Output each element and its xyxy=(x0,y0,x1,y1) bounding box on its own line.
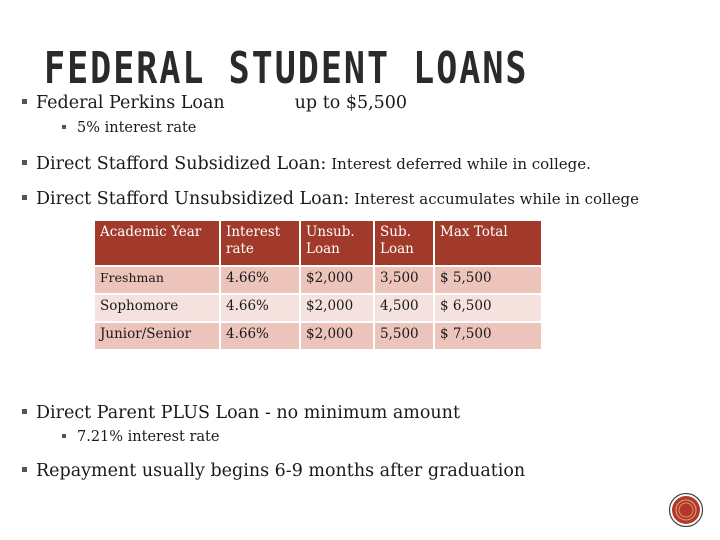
table-header-row xyxy=(95,221,542,266)
cell-unsub: $2,000 xyxy=(300,322,374,350)
bullet-marker xyxy=(62,125,66,129)
header-academic-year: Academic Year xyxy=(95,221,220,266)
bullet-perkins-rate xyxy=(62,120,196,136)
cell-unsub: $2,000 xyxy=(300,266,374,294)
cell-rate: 4.66% xyxy=(220,322,300,350)
bullet-plus xyxy=(22,403,460,423)
unsubsidized-label: Direct Stafford Unsubsidized Loan: xyxy=(36,189,350,209)
loan-table xyxy=(95,221,543,351)
subsidized-label: Direct Stafford Subsidized Loan: xyxy=(36,154,327,174)
circle-logo-icon xyxy=(668,492,704,528)
plus-rate: 7.21% interest rate xyxy=(77,429,220,445)
cell-max: $ 6,500 xyxy=(434,294,542,322)
header-max-total: Max Total xyxy=(434,221,542,266)
perkins-amount: up to $5,500 xyxy=(294,93,408,113)
bullet-marker xyxy=(22,409,27,414)
bullet-repayment xyxy=(22,461,525,481)
cell-year: Sophomore xyxy=(95,294,220,322)
cell-unsub: $2,000 xyxy=(300,294,374,322)
cell-sub: 3,500 xyxy=(374,266,434,294)
cell-sub: 4,500 xyxy=(374,294,434,322)
bullet-marker xyxy=(22,195,27,200)
header-sub-loan: Sub. Loan xyxy=(374,221,434,266)
cell-rate: 4.66% xyxy=(220,266,300,294)
cell-max: $ 5,500 xyxy=(434,266,542,294)
cell-rate: 4.66% xyxy=(220,294,300,322)
unsubsidized-detail: Interest accumulates while in college xyxy=(354,190,640,208)
cell-year: Junior/Senior xyxy=(95,322,220,350)
header-interest-rate: Interest rate xyxy=(220,221,300,266)
subsidized-detail: Interest deferred while in college. xyxy=(331,155,591,173)
cell-sub: 5,500 xyxy=(374,322,434,350)
bullet-subsidized xyxy=(22,154,591,174)
bullet-plus-rate xyxy=(62,429,219,445)
bullet-marker xyxy=(22,99,27,104)
table-row xyxy=(95,322,542,350)
perkins-label: Federal Perkins Loan xyxy=(36,93,225,113)
cell-max: $ 7,500 xyxy=(434,322,542,350)
table-row xyxy=(95,266,542,294)
slide-title: FEDERAL STUDENT LOANS xyxy=(44,44,529,94)
cell-year: Freshman xyxy=(95,266,220,294)
repayment-label: Repayment usually begins 6-9 months after graduation xyxy=(36,461,526,481)
header-unsub-loan: Unsub. Loan xyxy=(300,221,374,266)
plus-label: Direct Parent PLUS Loan - no minimum amount xyxy=(36,403,460,423)
bullet-marker xyxy=(22,160,27,165)
bullet-perkins xyxy=(22,93,407,113)
perkins-rate: 5% interest rate xyxy=(77,120,197,136)
bullet-marker xyxy=(62,434,66,438)
bullet-unsubsidized xyxy=(22,189,639,209)
bullet-marker xyxy=(22,467,27,472)
table-row xyxy=(95,294,542,322)
